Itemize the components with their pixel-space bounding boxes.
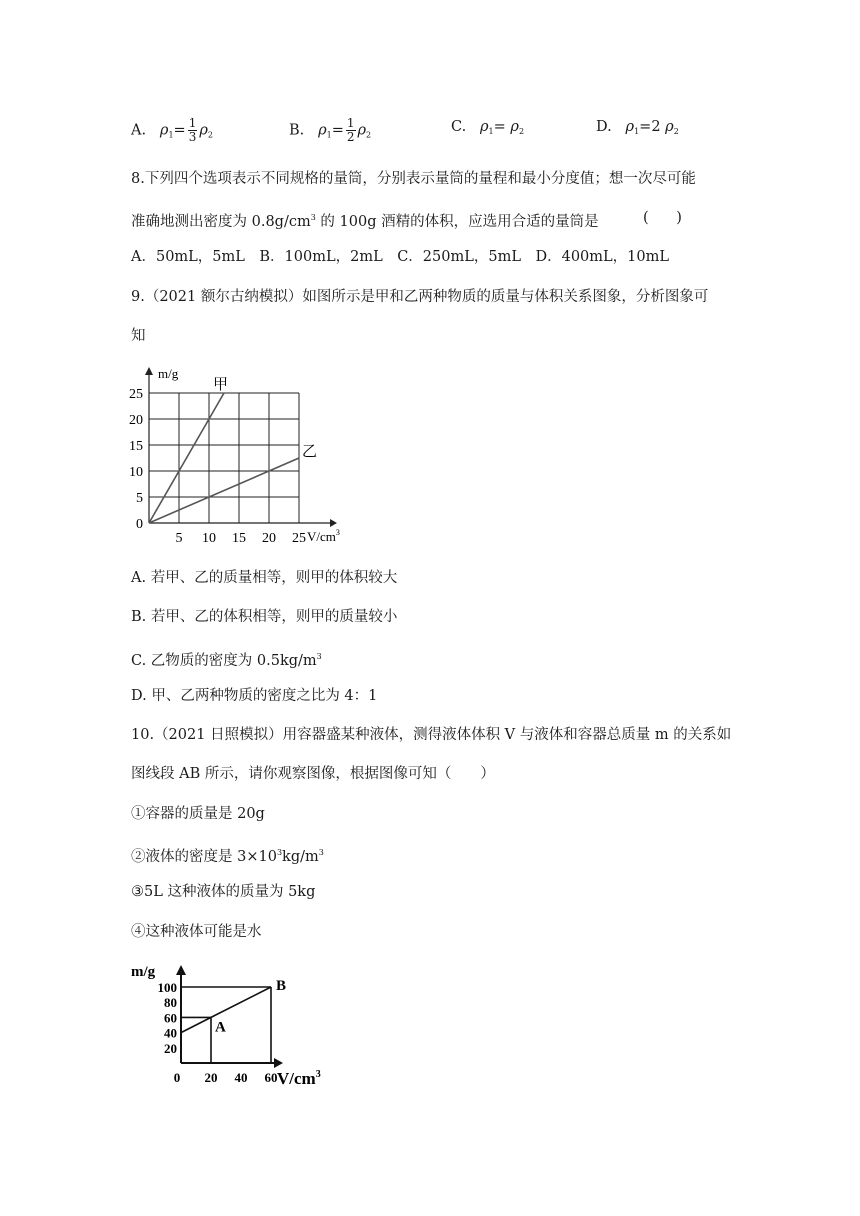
q10-x-tick-label: 20 xyxy=(204,1070,218,1085)
q10-y-label: m/g xyxy=(131,964,156,980)
q9-y-arrow xyxy=(145,367,153,375)
q10-y-tick-label: 80 xyxy=(164,995,177,1011)
q8-options: A．50mL，5mL B．100mL，2mL C．250mL，5mL D．400mL，10mL xyxy=(131,249,669,265)
fraction: $\frac{1}{2}$ xyxy=(346,116,355,144)
q8-answer-bracket: ( ) xyxy=(643,210,682,226)
q7-option-a: A. $\rho_1=$ $\frac{1}{3}$ $\rho_2$ xyxy=(131,116,213,144)
q10-item-2: ②液体的密度是 $3\times 10^3kg/m^3$ xyxy=(131,848,324,865)
q10-item-3: ③5L 这种液体的质量为 5kg xyxy=(131,884,316,900)
fraction: $\frac{1}{3}$ xyxy=(188,116,197,144)
q9-x-tick-label: 25 xyxy=(292,531,306,546)
q10-y-arrow xyxy=(176,965,186,975)
q10-line-1: 10.（2021 日照模拟）用容器盛某种液体，测得液体体积 V 与液体和容器总质量 m 的关系如 xyxy=(131,727,732,743)
q9-series-line-jia xyxy=(149,393,224,523)
q10-x-arrow xyxy=(274,1058,283,1068)
q9-x-tick-label: 5 xyxy=(175,531,183,546)
q9-y-tick-label: 15 xyxy=(129,439,143,454)
q9-series-label-jia: 甲 xyxy=(213,377,229,393)
q9-option-a: A. 若甲、乙的质量相等，则甲的体积较大 xyxy=(131,570,398,586)
q9-y-tick-label: 10 xyxy=(129,465,143,480)
q9-chart xyxy=(125,365,365,550)
q9-option-d: D. 甲、乙两种物质的密度之比为 4：1 xyxy=(131,688,378,704)
q9-option-b: B. 若甲、乙的体积相等，则甲的质量较小 xyxy=(131,609,398,625)
q8-line-1: 8.下列四个选项表示不同规格的量筒，分别表示量筒的量程和最小分度值；想一次尽可能 xyxy=(131,171,696,187)
q7-option-b: B. $\rho_1=$ $\frac{1}{2}$ $\rho_2$ xyxy=(289,116,372,144)
q10-point-label-b: B xyxy=(276,978,287,994)
q10-y-tick-label: 60 xyxy=(164,1010,177,1026)
q9-line-2: 知 xyxy=(131,328,146,344)
q9-x-label: $V/cm^3$ xyxy=(307,528,340,544)
q10-item-1: ①容器的质量是 20g xyxy=(131,806,265,822)
q10-line-ab xyxy=(181,987,271,1036)
q10-y-tick-label: 40 xyxy=(164,1025,177,1041)
q10-x-tick-label: 40 xyxy=(234,1070,248,1085)
q10-y-tick-label: 20 xyxy=(164,1040,177,1056)
q9-option-c: C. 乙物质的密度为 $0.5kg/m^3$ xyxy=(131,652,322,669)
q9-series-label-yi: 乙 xyxy=(302,444,318,460)
q10-x-label: $V/cm^3$ xyxy=(277,1069,321,1088)
q9-x-tick-label: 10 xyxy=(202,531,216,546)
q10-x-tick-label: 0 xyxy=(173,1070,181,1085)
q10-x-tick-label: 60 xyxy=(264,1070,278,1085)
q9-y-tick-label: 25 xyxy=(129,387,143,402)
q9-x-arrow xyxy=(330,519,337,527)
q9-x-tick-label: 20 xyxy=(262,531,276,546)
q9-y-label: m/g xyxy=(158,366,179,381)
q10-point-label-a: A xyxy=(215,1019,226,1036)
q9-x-tick-label: 15 xyxy=(232,531,246,546)
q10-chart xyxy=(125,960,345,1090)
q9-y-tick-label: 20 xyxy=(129,413,143,428)
q9-series-line-yi xyxy=(149,458,299,523)
q7-option-d: D. $\rho_1=2$ $\rho_2$ xyxy=(596,119,679,136)
q10-line-2: 图线段 AB 所示，请你观察图像，根据图像可知（ ） xyxy=(131,766,495,782)
q9-line-1: 9.（2021 额尔古纳模拟）如图所示是甲和乙两种物质的质量与体积关系图象，分析图象可 xyxy=(131,289,709,305)
q10-item-4: ④这种液体可能是水 xyxy=(131,924,262,940)
q9-y-tick-label: 0 xyxy=(136,517,143,532)
q8-line-2: 准确地测出密度为 $0.8g/cm^3$ 的 100g 酒精的体积，应选用合适的量筒是 xyxy=(131,213,599,230)
q7-option-c: C. $\rho_1= \rho_2$ xyxy=(451,119,525,136)
q9-y-tick-label: 5 xyxy=(136,491,143,506)
q10-y-tick-label: 100 xyxy=(157,980,177,995)
